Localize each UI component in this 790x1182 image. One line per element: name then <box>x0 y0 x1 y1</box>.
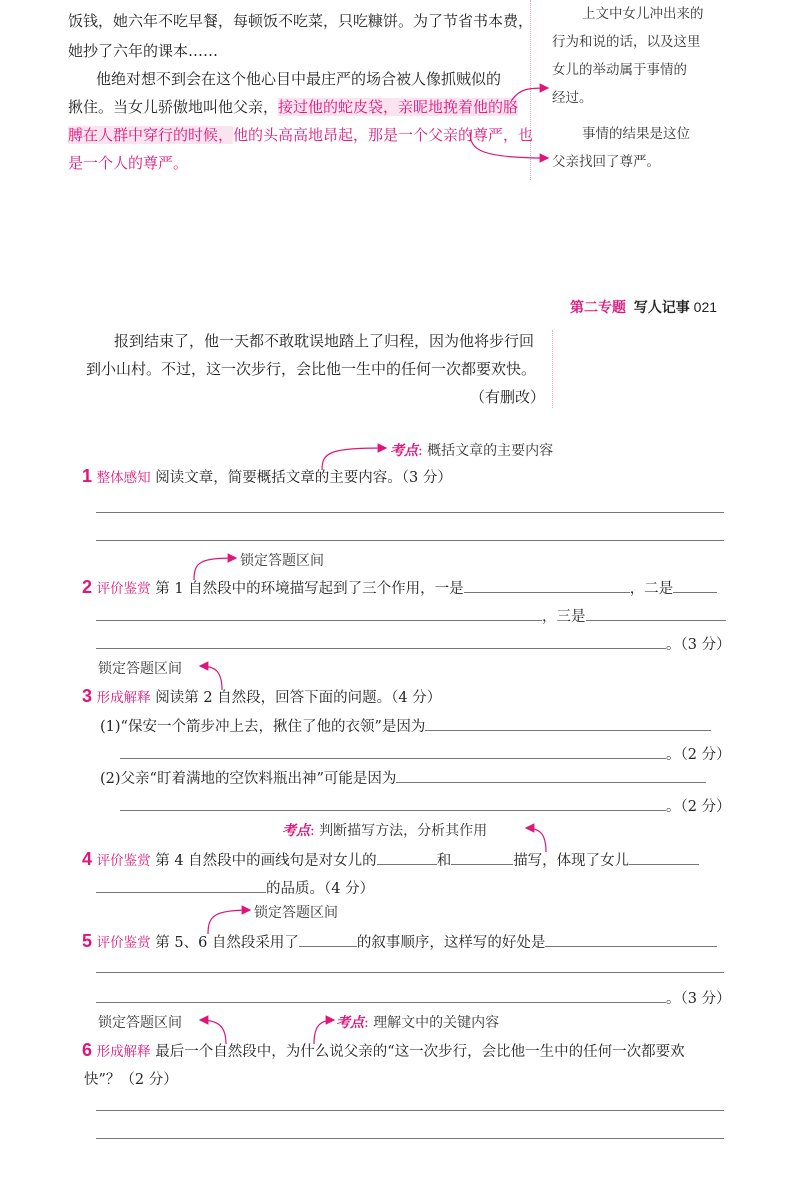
passage-line: 他绝对想不到会在这个他心目中最庄严的场合被人像抓贼似的 <box>96 70 502 88</box>
question-text: 描写，体现了女儿 <box>513 853 630 869</box>
highlighted-text: 接过他的蛇皮袋，亲昵地挽着他的胳 <box>278 98 519 116</box>
question-text: 最后一个自然段中，为什么说父亲的“这一次步行，会比他一生中的任何一次都要欢 <box>155 1044 685 1060</box>
question-score: 。（3 分） <box>666 991 731 1007</box>
question-2-cont <box>96 604 726 626</box>
question-score: 。（2 分） <box>666 747 731 763</box>
question-tag: 评价鉴赏 <box>96 853 151 868</box>
question-text: 第 4 自然段中的画线句是对女儿的 <box>155 853 377 869</box>
passage-line: 她抄了六年的课本…… <box>68 42 219 60</box>
side-note: 父亲找回了尊严。 <box>552 154 660 170</box>
question-tag: 形成解释 <box>96 1044 151 1059</box>
side-note-line: 女儿的举动属于事情的 <box>552 62 687 78</box>
question-3 <box>82 686 441 707</box>
question-text: 和 <box>436 853 452 869</box>
annotation-text: 判断描写方法，分析其作用 <box>319 823 488 839</box>
side-note: 事情的结果是这位 <box>582 126 690 142</box>
question-1 <box>82 466 452 487</box>
question-text: ，三是 <box>542 609 586 625</box>
side-divider <box>552 330 554 408</box>
answer-blank[interactable] <box>425 714 711 731</box>
question-3-sub1 <box>100 714 711 736</box>
annotation: 考点: 概括文章的主要内容 <box>390 443 554 459</box>
page-number: 021 <box>693 299 718 315</box>
question-3-sub2-cont <box>120 794 731 816</box>
passage-line: 是一个人的尊严。 <box>68 154 189 172</box>
question-5-cont <box>96 986 731 1008</box>
answer-blank[interactable] <box>96 632 666 649</box>
question-text: 阅读文章，简要概括文章的主要内容。（3 分） <box>155 470 452 486</box>
highlighted-text: 膊在人群中穿行的时候， <box>68 126 234 144</box>
kaodian-label: 考点 <box>390 443 418 459</box>
side-note-line: 上文中女儿冲出来的 <box>582 6 704 22</box>
source-note: （有删改） <box>470 388 546 406</box>
kaodian-label: 考点 <box>282 823 310 839</box>
answer-line[interactable] <box>96 1138 724 1139</box>
question-number: 4 <box>82 849 93 869</box>
page-header <box>570 297 717 317</box>
side-divider <box>530 0 532 180</box>
question-text: 第 5、6 自然段采用了 <box>155 935 299 951</box>
answer-blank[interactable] <box>464 576 630 593</box>
answer-line[interactable] <box>96 972 724 973</box>
question-text: 第 1 自然段中的环境描写起到了三个作用，一是 <box>155 581 464 597</box>
answer-blank[interactable] <box>96 604 542 621</box>
answer-blank[interactable] <box>629 848 699 865</box>
question-4 <box>82 848 699 870</box>
annotation-text: 概括文章的主要内容 <box>427 443 554 459</box>
question-6-cont: 快”？（2 分） <box>84 1072 178 1088</box>
answer-blank[interactable] <box>396 766 706 783</box>
question-text: (2)父亲“盯着满地的空饮料瓶出神”可能是因为 <box>100 771 397 787</box>
question-number: 5 <box>82 931 93 951</box>
annotation: 锁定答题区间 <box>254 905 338 921</box>
answer-blank[interactable] <box>586 604 726 621</box>
question-text: 阅读第 2 自然段，回答下面的问题。（4 分） <box>155 690 442 706</box>
question-4-cont <box>96 876 374 898</box>
question-number: 6 <box>82 1040 93 1060</box>
answer-blank[interactable] <box>673 576 717 593</box>
annotation: 考点: 判断描写方法，分析其作用 <box>282 823 488 839</box>
annotation: 锁定答题区间 <box>240 553 324 569</box>
annotation: 考点: 理解文中的关键内容 <box>336 1015 500 1031</box>
question-3-sub1-cont <box>120 742 731 764</box>
passage-line: 报到结束了，他一天都不敢耽误地踏上了归程，因为他将步行回 <box>114 332 535 350</box>
annotation-text: 理解文中的关键内容 <box>373 1015 500 1031</box>
passage-text: 揪住。当女儿骄傲地叫他父亲， <box>68 98 279 116</box>
side-note <box>582 0 704 28</box>
question-score: 。（2 分） <box>666 799 731 815</box>
question-2 <box>82 576 717 598</box>
question-text: 的品质。（4 分） <box>266 881 375 897</box>
question-6 <box>82 1040 685 1061</box>
question-tag: 形成解释 <box>96 690 151 705</box>
answer-blank[interactable] <box>120 742 666 759</box>
section-title: 写人记事 <box>633 299 690 315</box>
question-text: ，二是 <box>629 581 674 597</box>
question-number: 3 <box>82 686 93 706</box>
question-text: (1)“保安一个箭步冲上去，揪住了他的衣领”是因为 <box>100 719 426 735</box>
kaodian-label: 考点 <box>336 1015 364 1031</box>
answer-blank[interactable] <box>545 930 717 947</box>
answer-blank[interactable] <box>451 848 513 865</box>
question-text: 的叙事顺序，这样写的好处是 <box>356 935 546 951</box>
passage-line: 饭钱，她六年不吃早餐，每顿饭不吃菜，只吃糠饼。为了节省书本费， <box>68 12 534 30</box>
question-tag: 整体感知 <box>96 470 151 485</box>
annotation: 锁定答题区间 <box>98 661 182 677</box>
passage-text: 他的头高高地昂起，那是一个父亲的尊严，也 <box>233 126 534 144</box>
answer-blank[interactable] <box>377 848 437 865</box>
side-note <box>552 28 701 112</box>
answer-blank[interactable] <box>96 876 266 893</box>
question-number: 1 <box>82 466 93 486</box>
answer-blank[interactable] <box>120 794 666 811</box>
answer-line[interactable] <box>96 540 724 541</box>
question-tag: 评价鉴赏 <box>96 935 151 950</box>
answer-blank[interactable] <box>299 930 357 947</box>
side-note-line: 行为和说的话，以及这里 <box>552 34 701 50</box>
answer-blank[interactable] <box>96 986 666 1003</box>
question-tag: 评价鉴赏 <box>96 581 151 596</box>
question-number: 2 <box>82 577 93 597</box>
side-note-line: 经过。 <box>552 90 593 106</box>
passage-line: 到小山村。不过，这一次步行，会比他一生中的任何一次都要欢快。 <box>86 360 537 378</box>
section-label: 第二专题 <box>570 299 626 315</box>
question-5 <box>82 930 717 952</box>
question-score: 。（3 分） <box>666 637 731 653</box>
annotation: 锁定答题区间 <box>98 1015 182 1031</box>
answer-line[interactable] <box>96 512 724 513</box>
answer-line[interactable] <box>96 1110 724 1111</box>
question-3-sub2 <box>100 766 706 788</box>
question-2-cont <box>96 632 731 654</box>
